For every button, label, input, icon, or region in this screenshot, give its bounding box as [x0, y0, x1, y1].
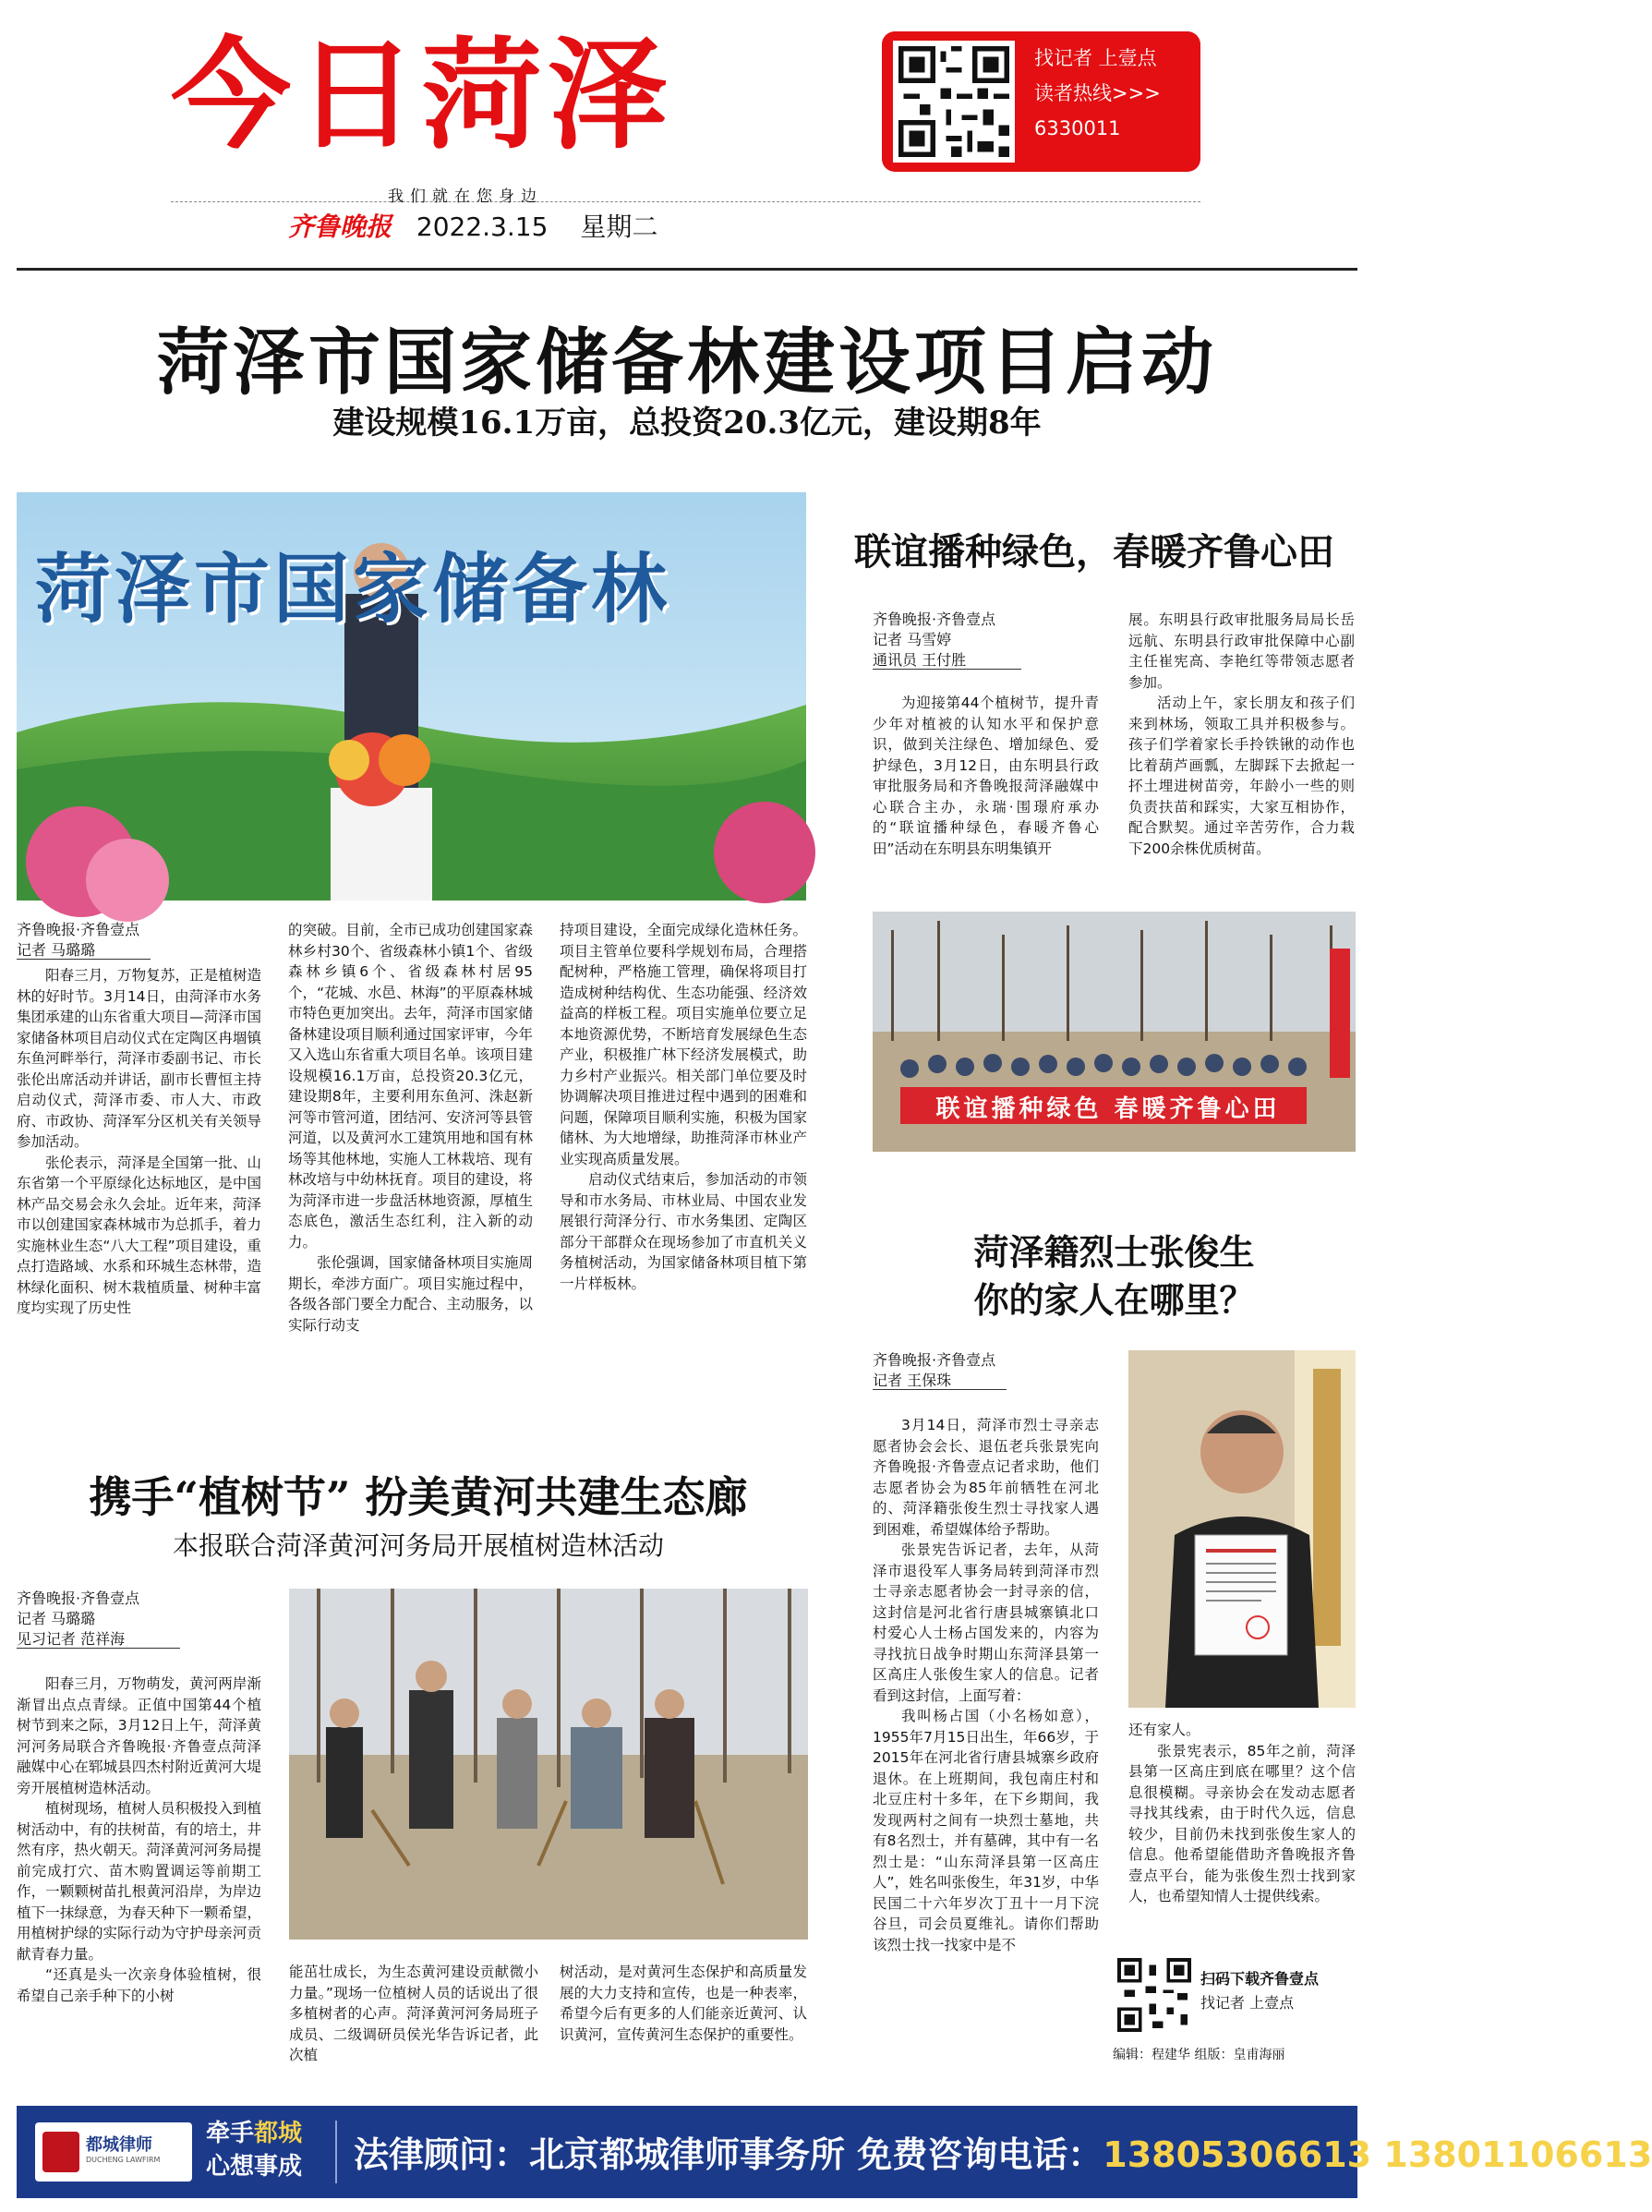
- article-3-col-1: 3月14日，菏泽市烈士寻亲志愿者协会会长、退伍老兵张景宪向齐鲁晚报·齐鲁壹点记者求助，他们志愿者协会为85年前牺牲在河北的、菏泽籍张俊生烈士寻找家人遇到困难，希望媒体给予帮助。 张景宪告诉记者，去年，从菏泽市退役军人事务局转到菏泽市烈士寻亲志愿者协会一封寻亲的信，这封信是河北省行唐县城寨镇北口村爱心人士杨占国发来的，内容为寻找抗日战争时期山东菏泽县第一区高庄人张俊生家人的信息。记者看到这封信，上面写着： 我叫杨占国（小名杨如意），1955年7月15日出生，年66岁，于2015年在河北省行唐县城寨乡政府退休。在上班期间，我包南庄村和北豆庄村十多年，在下乡期间，我发现两村之间有一块烈士墓地，共有8名烈士，并有墓碑，其中有一名烈士是：“山东菏泽县第一区高庄人”，姓名叫张俊生，年31岁，中华民国二十六年岁次丁丑十一月下浣谷旦，司会员夏维礼。请你们帮助该烈士找一找家中是不: [873, 1417, 1099, 1953]
- article-2-photo: [873, 912, 1356, 1152]
- editor-credit: 编辑：程建华 组版：皇甫海丽: [1113, 2048, 1285, 2062]
- article-4-headline: 携手“植树节” 扮美黄河共建生态廊: [89, 1472, 748, 1522]
- masthead-slogan: 我们就在您身边: [388, 187, 543, 206]
- article-2-col-2: 展。东明县行政审批服务局局长岳远航、东明县行政审批保障中心副主任崔宪高、李艳红等带领志愿者参加。 活动上午，家长朋友和孩子们来到林场，领取工具并积极参与。孩子们学着家长手拎铁锹的动作也比着葫芦画瓢，左脚踩下去掀起一抔土埋进树苗旁，年龄小一些的则负责扶苗和踩实，大家互相协作，配合默契。通过辛苦劳作，合力栽下200余株优质树苗。: [1128, 611, 1355, 857]
- main-article-col-2: 的突破。目前，全市已成功创建国家森林乡村30个、省级森林小镇1个、省级森林乡镇6个、省级森林村居95个，“花城、水邑、林海”的平原森林城市特色更加突出。去年，菏泽市国家储备林建设项目顺利通过国家评审，今年又入选山东省重大项目名单。该项目建设规模16.1万亩，总投资20.3亿元，建设期8年，主要利用东鱼河、洙赵新河等市管河道，团结河、安济河等县管河道，以及黄河水工建筑用地和国有林场等其他林地，实施人工林栽培、现有林改培与中幼林抚育。项目的建设，将为菏泽市进一步盘活林地资源，厚植生态底色，激活生态红利，注入新的动力。 张伦强调，国家储备林项目实施周期长，牵涉方面广。项目实施过程中，各级各部门要全力配合、主动服务，以实际行动支: [288, 922, 533, 1334]
- footer-divider: [335, 2121, 337, 2183]
- byline-source: 齐鲁晚报·齐鲁壹点: [17, 921, 140, 938]
- qr-code-icon[interactable]: [893, 41, 1015, 163]
- article-4-col-1: 阳春三月，万物萌发，黄河两岸渐渐冒出点点青绿。正值中国第44个植树节到来之际，3月12日上午，菏泽黄河河务局联合齐鲁晚报·齐鲁壹点菏泽融媒中心在郓城县四杰村附近黄河大堤旁开展植树造林活动。 植树现场，植树人员积极投入到植树活动中，有的扶树苗，有的培土，井然有序，热火朝天。菏泽黄河河务局提前完成打穴、苗木购置调运等前期工作，一颗颗树苗扎根黄河沿岸，为岸边植下一抹绿意，为春天种下一颗希望，用植树护绿的实际行动为守护母亲河贡献青春力量。 “还真是头一次亲身体验植树，很希望自己亲手种下的小树: [17, 1675, 261, 2004]
- byline-reporter: 记者 马璐璐: [17, 941, 151, 960]
- masthead-divider: [171, 201, 1200, 202]
- footer-slogan: 牵手都城 心想事成: [206, 2120, 303, 2181]
- footer-legal-line: 法律顾问：北京都城律师事务所 免费咨询电话：13805306613 13801106613: [354, 2134, 1652, 2175]
- article-2-banner-text: 联谊播种绿色 春暖齐鲁心田: [935, 1095, 1281, 1123]
- dateline: [288, 207, 657, 244]
- main-byline: [17, 920, 266, 961]
- article-2-headline: 联谊播种绿色，春暖齐鲁心田: [854, 530, 1334, 574]
- article-4-byline: 齐鲁晚报·齐鲁壹点 记者 马璐璐 见习记者 范祥海: [17, 1589, 266, 1650]
- article-3-photo: [1128, 1350, 1356, 1708]
- main-article-photo: [17, 492, 806, 901]
- article-2-col-1: 为迎接第44个植树节，提升青少年对植被的认知水平和保护意识，做到关注绿色、增加绿色、爱护绿色，3月12日，由东明县行政审批服务局和齐鲁晚报菏泽融媒中心联合主办，永瑞·围璟府承办的“联谊播种绿色，春暖齐鲁心田”活动在东明县东明集镇开: [873, 695, 1099, 857]
- issue-date: 2022.3.15: [416, 212, 549, 242]
- main-subhead: 建设规模16.1万亩，总投资20.3亿元，建设期8年: [332, 405, 1042, 441]
- masthead-title: 今日菏泽: [171, 25, 674, 165]
- brand-logo: 齐鲁晚报: [288, 212, 392, 242]
- article-4-col-3: 树活动，是对黄河生态保护和高质量发展的大力支持和宣传，也是一种表率，希望今后有更多的人们能亲近黄河、认识黄河，宣传黄河生态保护的重要性。: [560, 1964, 807, 2043]
- article-3-byline: 齐鲁晚报·齐鲁壹点 记者 王保珠: [873, 1350, 1103, 1391]
- article-3-headline: 菏泽籍烈士张俊生 你的家人在哪里？: [973, 1231, 1255, 1321]
- footer-phones: 13805306613 13801106613: [1103, 2134, 1652, 2175]
- article-4-photo: [289, 1589, 808, 1940]
- download-qr-icon[interactable]: [1117, 1958, 1191, 2032]
- article-3-col-2: 还有家人。 张景宪表示，85年之前，菏泽县第一区高庄到底在哪里？这个信息很模糊。寻亲协会在发动志愿者寻找其线索，由于时代久远，信息较少，目前仍未找到张俊生家人的信息。他希望能借助齐鲁晚报齐鲁壹点平台，能为张俊生烈士找到家人，也希望知情人士提供线索。: [1128, 1722, 1356, 1904]
- issue-weekday: 星期二: [580, 212, 658, 242]
- main-article-col-3: 持项目建设，全面完成绿化造林任务。项目主管单位要科学规划布局，合理搭配树种，严格施工管理，确保将项目打造成树种结构优、生态功能强、经济效益高的样板工程。项目实施单位要立足本地资源优势，不断培育发展绿色生态产业，积极推广林下经济发展模式，助力乡村产业振兴。相关部门单位要及时协调解决项目推进过程中遇到的困难和问题，保障项目顺利实施，积极为国家储林、为大地增绿，助推菏泽市林业产业实现高质量发展。 启动仪式结束后，参加活动的市领导和市水务局、市林业局、中国农业发展银行菏泽分行、市水务集团、定陶区部分干部群众在现场参加了市直机关义务植树活动，为国家储备林项目植下第一片样板林。: [560, 922, 807, 1292]
- download-qr-caption: 扫码下载齐鲁壹点 找记者 上壹点: [1200, 1970, 1320, 2012]
- photo-banner-text: 菏泽市国家储备林: [35, 545, 671, 634]
- main-headline: 菏泽市国家储备林建设项目启动: [156, 320, 1217, 405]
- article-4-subhead: 本报联合菏泽黄河河务局开展植树造林活动: [172, 1530, 664, 1561]
- main-article-col-1: 阳春三月，万物复苏，正是植树造林的好时节。3月14日，由菏泽市水务集团承建的山东省重大项目—菏泽市国家储备林项目启动仪式在定陶区冉堌镇东鱼河畔举行，菏泽市委副书记、市长张伦出席活动并讲话，副市长曹恒主持启动仪式，菏泽市委、市人大、市政府、市政协、菏泽军分区机关有关领导参加活动。 张伦表示，菏泽是全国第一批、山东省第一个平原绿化达标地区，是中国林产品交易会永久会址。近年来，菏泽市以创建国家森林城市为总抓手，着力实施林业生态“八大工程”项目建设，重点打造路域、水系和环城生态林带，造林绿化面积、树木栽植质量、树种丰富度均实现了历史性: [17, 967, 261, 1316]
- qr-line-2: 读者热线>>>: [1034, 82, 1161, 104]
- top-rule: [17, 268, 1357, 271]
- footer-ad-band[interactable]: [17, 2106, 1652, 2198]
- qr-line-1: 找记者 上壹点: [1034, 47, 1157, 69]
- qr-line-3: 6330011: [1034, 117, 1121, 139]
- lawfirm-logo-icon: [42, 2132, 79, 2172]
- article-4-col-2: 能茁壮成长，为生态黄河建设贡献微小力量。”现场一位植树人员的话说出了很多植树者的心声。菏泽黄河河务局班子成员、二级调研员侯光华告诉记者，此次植: [289, 1964, 538, 2063]
- lawfirm-logo: 都城律师 DUCHENG LAWFIRM: [35, 2122, 192, 2182]
- reporter-qr-box[interactable]: [882, 31, 1200, 172]
- article-2-byline: 齐鲁晚报·齐鲁壹点 记者 马雪婷 通讯员 王付胜: [873, 610, 1103, 671]
